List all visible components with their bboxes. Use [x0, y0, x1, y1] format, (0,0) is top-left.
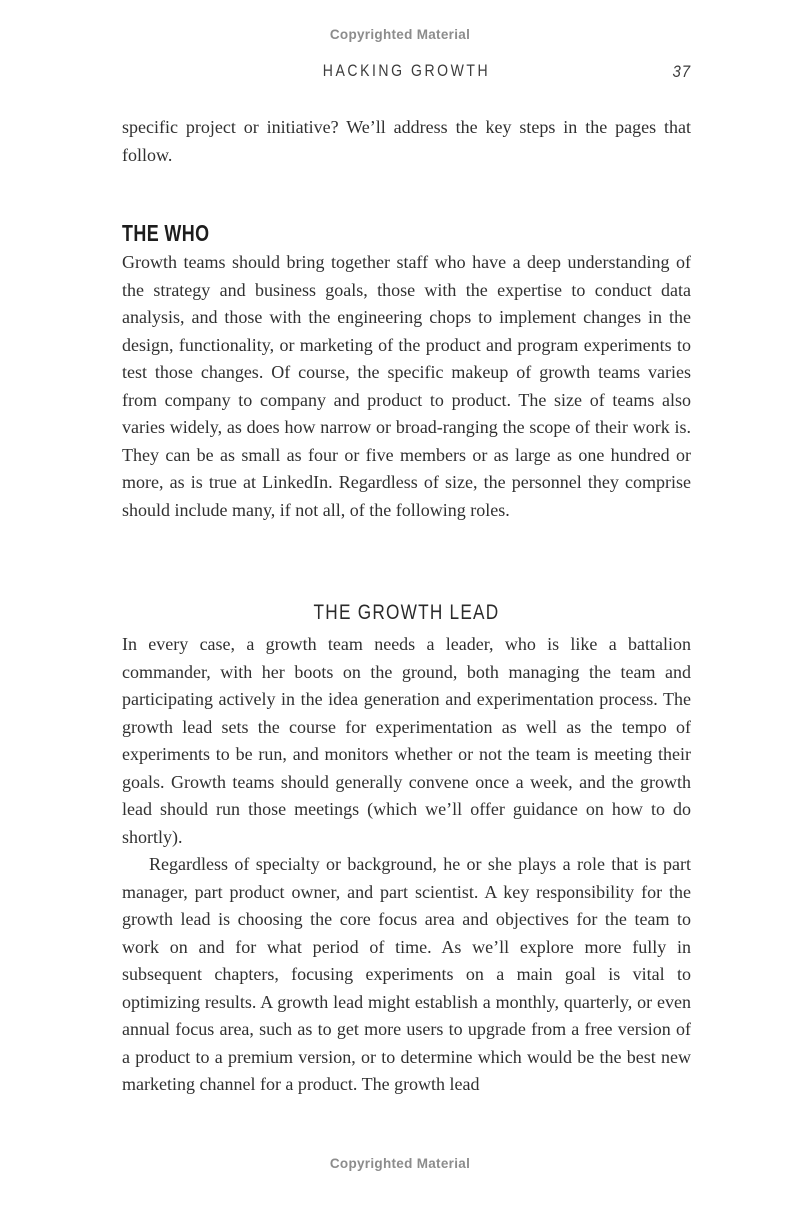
- section-the-growth-lead-body: [122, 631, 691, 1099]
- intro-paragraph-block: [122, 114, 691, 169]
- paragraph: Growth teams should bring together staff who have a deep understanding of the strategy and business goals, those with the expertise to conduct data analysis, and those with the engineering chops to implement changes in the design, functionality, or marketing of the product and program experiments to test those changes. Of course, the specific makeup of growth teams varies from company to company and product to product. The size of teams also varies widely, as does how narrow or broad-ranging the scope of their work is. They can be as small as four or five members or as large as one hundred or more, as is true at LinkedIn. Regardless of size, the personnel they comprise should include many, if not all, of the following roles.: [122, 252, 691, 520]
- running-head-title: HACKING GROWTH: [322, 62, 491, 80]
- section-the-who-body: [122, 249, 691, 524]
- copyright-notice-bottom: Copyrighted Material: [329, 1156, 471, 1171]
- page-number: 37: [672, 62, 691, 81]
- paragraph: In every case, a growth team needs a leader, who is like a battalion commander, with her boots on the ground, both managing the team and participating actively in the idea generation and experimentation process. The growth lead sets the course for experimentation as well as the tempo of experiments to be run, and monitors whether or not the team is meeting their goals. Growth teams should generally convene once a week, and the growth lead should run those meetings (which we’ll offer guidance on how to do shortly).: [122, 634, 691, 847]
- section-heading-the-growth-lead: THE GROWTH LEAD: [313, 601, 500, 624]
- copyright-notice-top: Copyrighted Material: [329, 27, 471, 42]
- section-heading-the-who: THE WHO: [122, 220, 210, 246]
- running-head-row: [122, 62, 691, 84]
- intro-paragraph: specific project or initiative? We’ll address the key steps in the pages that follow.: [122, 117, 691, 165]
- paragraph: Regardless of specialty or background, he or she plays a role that is part manager, part product owner, and part scientist. A key responsibility for the growth lead is choosing the core focus area and objectives for the team to work on and for what period of time. As we’ll explore more fully in subsequent chapters, focusing experiments on a main goal is vital to optimizing results. A growth lead might establish a monthly, quarterly, or even annual focus area, such as to get more users to upgrade from a free version of a product to a premium version, or to determine which would be the best new marketing channel for a product. The growth lead: [122, 854, 691, 1094]
